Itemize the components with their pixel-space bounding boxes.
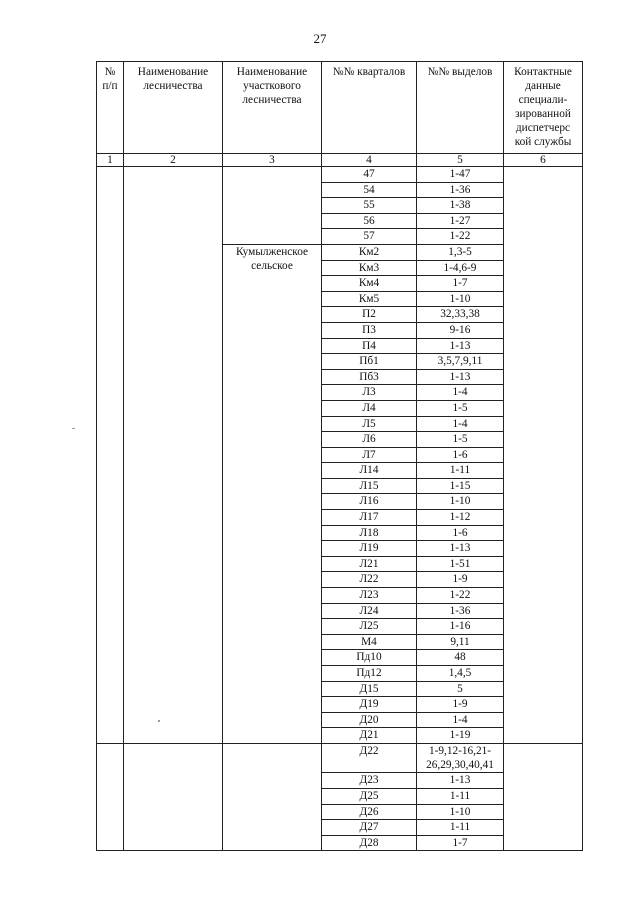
quarter-cell: Д28 [322, 835, 417, 851]
contacts-cell [504, 167, 583, 744]
quarter-cell: Пд10 [322, 650, 417, 666]
table-row [97, 743, 583, 772]
sections-cell: 1-9,12-16,21-26,29,30,40,41 [417, 743, 504, 772]
quarter-cell: Л24 [322, 603, 417, 619]
quarter-cell: Л22 [322, 572, 417, 588]
column-number: 4 [322, 154, 417, 167]
header-index: № п/п [97, 62, 124, 154]
quarter-cell: Д21 [322, 728, 417, 744]
column-number-row [97, 154, 583, 167]
sections-cell: 1-4 [417, 712, 504, 728]
sections-cell: 1-6 [417, 447, 504, 463]
quarter-cell: Л16 [322, 494, 417, 510]
quarter-cell: Л4 [322, 400, 417, 416]
sections-cell: 1-13 [417, 369, 504, 385]
quarter-cell: М4 [322, 634, 417, 650]
sections-cell: 1-10 [417, 494, 504, 510]
quarter-cell: Д23 [322, 773, 417, 789]
header-contacts: Контактные данные специали-зированной диспетчерс кой службы [504, 62, 583, 154]
sections-cell: 1-4,6-9 [417, 260, 504, 276]
forestry-table [96, 61, 583, 851]
sections-cell: 1-13 [417, 541, 504, 557]
quarter-cell: 54 [322, 182, 417, 198]
sections-cell: 1-9 [417, 697, 504, 713]
sections-cell: 1-6 [417, 525, 504, 541]
sections-cell: 1-38 [417, 198, 504, 214]
sections-cell: 1-16 [417, 619, 504, 635]
table-body [97, 62, 583, 851]
sections-cell: 1-36 [417, 603, 504, 619]
header-district-forestry: Наименование участкового лесничества [223, 62, 322, 154]
header-forestry: Наименование лесничества [124, 62, 223, 154]
quarter-cell: Л15 [322, 478, 417, 494]
scan-speck [72, 428, 75, 429]
sections-cell: 1-36 [417, 182, 504, 198]
quarter-cell: Л18 [322, 525, 417, 541]
quarter-cell: 57 [322, 229, 417, 245]
sections-cell: 1-5 [417, 400, 504, 416]
quarter-cell: Л21 [322, 556, 417, 572]
column-number: 2 [124, 154, 223, 167]
sections-cell: 1-13 [417, 338, 504, 354]
quarter-cell: Д22 [322, 743, 417, 772]
sections-cell: 1-11 [417, 463, 504, 479]
quarter-cell: Км3 [322, 260, 417, 276]
header-quarters: №№ кварталов [322, 62, 417, 154]
quarter-cell: Пд12 [322, 666, 417, 682]
column-number: 5 [417, 154, 504, 167]
sections-cell: 3,5,7,9,11 [417, 354, 504, 370]
quarter-cell: П3 [322, 322, 417, 338]
quarter-cell: Д19 [322, 697, 417, 713]
sections-cell: 32,33,38 [417, 307, 504, 323]
quarter-cell: П2 [322, 307, 417, 323]
quarter-cell: Д25 [322, 788, 417, 804]
quarter-cell: Л7 [322, 447, 417, 463]
column-number: 3 [223, 154, 322, 167]
quarter-cell: Пб1 [322, 354, 417, 370]
column-number: 1 [97, 154, 124, 167]
quarter-cell: Км2 [322, 244, 417, 260]
sections-cell: 1-22 [417, 588, 504, 604]
quarter-cell: Км5 [322, 291, 417, 307]
sections-cell: 1-7 [417, 835, 504, 851]
scan-speck [158, 720, 160, 722]
sections-cell: 1-22 [417, 229, 504, 245]
quarter-cell: Д20 [322, 712, 417, 728]
quarter-cell: Д26 [322, 804, 417, 820]
quarter-cell: Д15 [322, 681, 417, 697]
header-sections: №№ выделов [417, 62, 504, 154]
sections-cell: 1,4,5 [417, 666, 504, 682]
district-cell-empty [223, 743, 322, 850]
sections-cell: 48 [417, 650, 504, 666]
sections-cell: 1-13 [417, 773, 504, 789]
quarter-cell: Л25 [322, 619, 417, 635]
sections-cell: 1-5 [417, 432, 504, 448]
quarter-cell: Л17 [322, 510, 417, 526]
forestry-cell [124, 167, 223, 744]
page-number: 27 [313, 31, 327, 46]
sections-cell: 1,3-5 [417, 244, 504, 260]
quarter-cell: Л5 [322, 416, 417, 432]
district-cell-empty [223, 167, 322, 245]
quarter-cell: Л3 [322, 385, 417, 401]
index-cell [97, 743, 124, 850]
sections-cell: 1-12 [417, 510, 504, 526]
sections-cell: 1-9 [417, 572, 504, 588]
sections-cell: 1-11 [417, 788, 504, 804]
quarter-cell: 55 [322, 198, 417, 214]
table-row [97, 167, 583, 183]
sections-cell: 1-47 [417, 167, 504, 183]
sections-cell: 1-4 [417, 416, 504, 432]
quarter-cell: П4 [322, 338, 417, 354]
header-row [97, 62, 583, 154]
sections-cell: 9-16 [417, 322, 504, 338]
quarter-cell: 56 [322, 213, 417, 229]
quarter-cell: Л19 [322, 541, 417, 557]
quarter-cell: Км4 [322, 276, 417, 292]
quarter-cell: Д27 [322, 820, 417, 836]
sections-cell: 1-27 [417, 213, 504, 229]
district-name-cell: Кумылженское сельское [223, 244, 322, 743]
quarter-cell: Л23 [322, 588, 417, 604]
sections-cell: 1-7 [417, 276, 504, 292]
sections-cell: 5 [417, 681, 504, 697]
quarter-cell: 47 [322, 167, 417, 183]
forestry-cell [124, 743, 223, 850]
sections-cell: 1-11 [417, 820, 504, 836]
sections-cell: 1-19 [417, 728, 504, 744]
quarter-cell: Пб3 [322, 369, 417, 385]
sections-cell: 9,11 [417, 634, 504, 650]
sections-cell: 1-15 [417, 478, 504, 494]
sections-cell: 1-10 [417, 804, 504, 820]
contacts-cell [504, 743, 583, 850]
quarter-cell: Л6 [322, 432, 417, 448]
column-number: 6 [504, 154, 583, 167]
quarter-cell: Л14 [322, 463, 417, 479]
sections-cell: 1-4 [417, 385, 504, 401]
index-cell [97, 167, 124, 744]
sections-cell: 1-51 [417, 556, 504, 572]
sections-cell: 1-10 [417, 291, 504, 307]
